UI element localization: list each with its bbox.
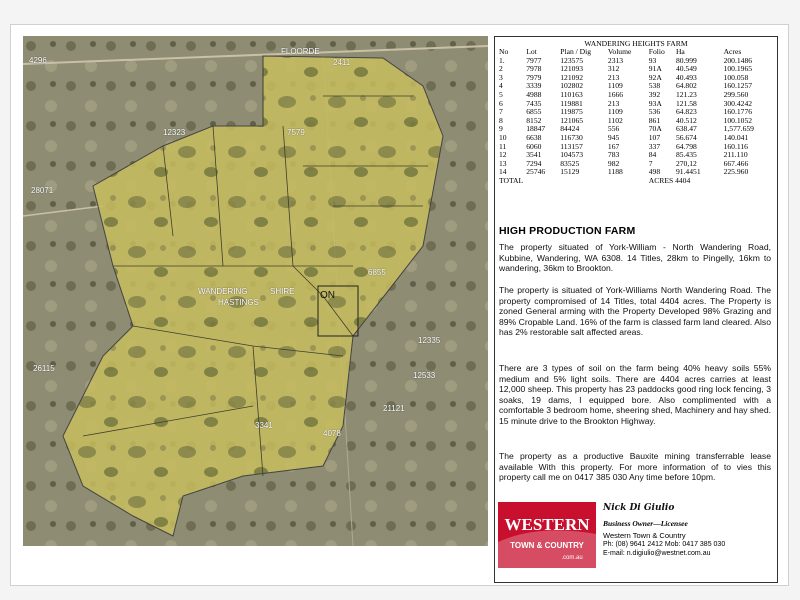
table-cell: 91A [648,64,662,74]
table-cell: 3339 [526,81,542,91]
table-cell: 64.823 [675,107,697,117]
agent-phone: Ph: (08) 9641 2412 Mob: 0417 385 030 [603,541,726,548]
table-cell: 312 [607,64,620,74]
map-road-label: FLOORDE [281,47,320,56]
table-cell: 1188 [607,167,623,177]
table-cell: 5 [499,89,503,99]
table-cell: 4 [499,81,503,91]
lot-number: 7579 [287,128,305,137]
table-cell: 7294 [526,158,542,168]
lots-table [499,48,769,186]
col-header: Plan / Dig [560,47,592,56]
table-cell: 270,12 [675,158,697,168]
table-cell: 2 [499,64,503,74]
agent-company: Western Town & Country [603,531,686,540]
table-cell: 7979 [526,72,542,82]
table-cell: 85.435 [675,150,697,160]
table-cell: 121.58 [675,98,697,108]
lot-number: 12323 [163,128,186,137]
table-body [499,57,769,177]
col-header: Folio [648,47,665,56]
col-header: Volume [607,47,632,56]
info-panel [494,36,778,583]
table-cell: 70A [648,124,662,134]
agent-email[interactable]: E-mail: n.digiulio@westnet.com.au [603,550,711,557]
table-cell: 160.1776 [723,107,753,117]
agent-contact [603,504,725,558]
agent-signature: Nick Di Giulio [603,503,675,513]
table-cell: 200.1486 [723,55,753,65]
col-header: No [499,47,509,56]
map-graphic [23,36,488,546]
table-cell: 64.802 [675,81,697,91]
table-cell: 1. [499,55,505,65]
agent-role: Business Owner—Licensee [603,519,688,528]
table-cell: 116730 [560,132,583,142]
table-title: WANDERING HEIGHTS FARM [584,39,688,48]
table-cell: 83525 [560,158,580,168]
col-header: Lot [526,47,537,56]
table-cell: 93 [648,55,657,65]
table-cell: 392 [648,89,661,99]
table-cell: 107 [648,132,661,142]
paragraph-mining: The property as a productive Bauxite mining transferrable lease available With this property. For more information of to vies this property call me on 0417 385 030 Any time before 10pm. [499,451,771,483]
table-cell: 140.041 [723,132,749,142]
table-cell: 7977 [526,55,542,65]
table-cell: 80.999 [675,55,697,65]
logo-word: WESTERN [504,515,590,534]
total-value: ACRES 4404 [648,175,691,185]
table-cell: 556 [607,124,620,134]
paragraph-location: The property situated of York-William - North Wandering Road, Kubbine, Wandering, WA 6308. 14 Titles, 28km to Pingelly, 16km to wandering, 36km to Brookton. [499,242,771,274]
table-cell: 100.058 [723,72,749,82]
lot-number: 12533 [413,371,436,380]
table-cell: 104573 [560,150,584,160]
lot-number: 3341 [255,421,273,430]
table-cell: 6855 [526,107,542,117]
lot-number: 4078 [323,429,341,438]
table-cell: 14 [499,167,507,177]
table-cell: 123575 [560,55,584,65]
map-shire-label: SHIRE [270,287,295,296]
table-cell: 2313 [607,55,624,65]
western-town-country-logo [498,502,596,568]
table-cell: 1109 [607,107,623,117]
table-cell: 15129 [560,167,580,177]
table-cell: 6638 [526,132,542,142]
paragraph-soils: There are 3 types of soil on the farm being 40% heavy soils 55% medium and 5% light soils. There are 4404 acres carries at least 12,000 sheep. This property has 23 paddocks good ring lock fencing, 3 soaks, 19 dams, I equipped bore. Also complimented with a comfortable 3 bedroom home, sheering shed, Machinery and hay shed. 15 minute drive to the Brookton Highway. [499,363,771,426]
table-cell: 100.1965 [723,64,753,74]
table-cell: 8 [499,115,503,125]
table-cell: 10 [499,132,507,142]
table-cell: 12 [499,150,507,160]
table-cell: 121065 [560,115,584,125]
table-cell: 93A [648,98,662,108]
table-cell: 213 [607,98,620,108]
table-cell: 92A [648,72,662,82]
lot-number: 21121 [383,404,405,413]
table-cell: 536 [648,107,661,117]
lot-number: 2411 [333,58,351,67]
table-cell: 100.1052 [723,115,753,125]
table-cell: 1102 [607,115,623,125]
table-cell: 3541 [526,150,542,160]
lot-number: 26115 [33,364,55,373]
total-label: TOTAL [499,175,524,185]
lot-number: 28071 [31,186,54,195]
table-cell: 1,577.659 [723,124,754,134]
table-cell: 1666 [607,89,624,99]
table-cell: 300.4242 [723,98,753,108]
lot-number: 6855 [368,268,386,277]
table-cell: 121.23 [675,89,697,99]
table-cell: 667.466 [723,158,749,168]
table-cell: 538 [648,81,661,91]
table-cell: 56.674 [675,132,697,142]
table-cell: 121093 [560,64,584,74]
table-cell: 9 [499,124,503,134]
total-row [499,177,769,186]
table-cell: 13 [499,158,507,168]
logo-domain: .com.au [561,555,583,561]
table-cell: 119875 [560,107,583,117]
table-cell: 113157 [560,141,583,151]
table-cell: 7978 [526,64,542,74]
table-cell: 3 [499,72,503,82]
col-header: Acres [723,47,742,56]
table-cell: 119881 [560,98,583,108]
table-cell: 167 [607,141,620,151]
table-cell: 945 [607,132,620,142]
table-row [499,168,769,177]
table-cell: 7435 [526,98,542,108]
table-cell: 498 [648,167,661,177]
table-cell: 861 [648,115,661,125]
table-cell: 225.960 [723,167,749,177]
table-cell: 160.1257 [723,81,753,91]
table-cell: 11 [499,141,507,151]
aerial-map [23,36,488,546]
table-cell: 783 [607,150,620,160]
table-cell: 91.4451 [675,167,701,177]
table-cell: 121092 [560,72,584,82]
table-cell: 337 [648,141,661,151]
listing-heading: HIGH PRODUCTION FARM [499,225,636,237]
table-cell: 40.493 [675,72,697,82]
map-hastings-label: HASTINGS [218,298,259,307]
col-header: Ha [675,47,685,56]
table-cell: 18847 [526,124,546,134]
table-cell: 1109 [607,81,623,91]
table-cell: 84 [648,150,657,160]
table-cell: 84424 [560,124,580,134]
table-cell: 211.110 [723,150,748,160]
table-cell: 982 [607,158,620,168]
map-on-label: ON [320,290,335,301]
lot-number: 12335 [418,336,441,345]
table-cell: 299.560 [723,89,749,99]
table-cell: 64.798 [675,141,697,151]
table-cell: 6060 [526,141,542,151]
table-cell: 160.116 [723,141,748,151]
table-cell: 7 [648,158,653,168]
table-cell: 4988 [526,89,542,99]
table-cell: 7 [499,107,503,117]
table-cell: 40.549 [675,64,697,74]
table-cell: 638.47 [675,124,697,134]
table-cell: 213 [607,72,620,82]
lot-number: 4296 [29,56,47,65]
logo-sub: TOWN & COUNTRY [510,541,584,550]
table-cell: 102802 [560,81,584,91]
table-cell: 110163 [560,89,583,99]
table-cell: 6 [499,98,503,108]
table-cell: 8152 [526,115,542,125]
paragraph-titles: The property is situated of York-Williams North Wandering Road. The property compromised of 14 Titles, total 4404 acres. The Property is zoned General arming with the Property Developed 98% Grazing and 89% Cropable Land. 16% of the farm is classed farm land cleared. Also has 2% restorable salt affected areas. [499,285,771,338]
table-cell: 25746 [526,167,546,177]
map-place-label: WANDERING [198,287,248,296]
table-cell: 40.512 [675,115,697,125]
